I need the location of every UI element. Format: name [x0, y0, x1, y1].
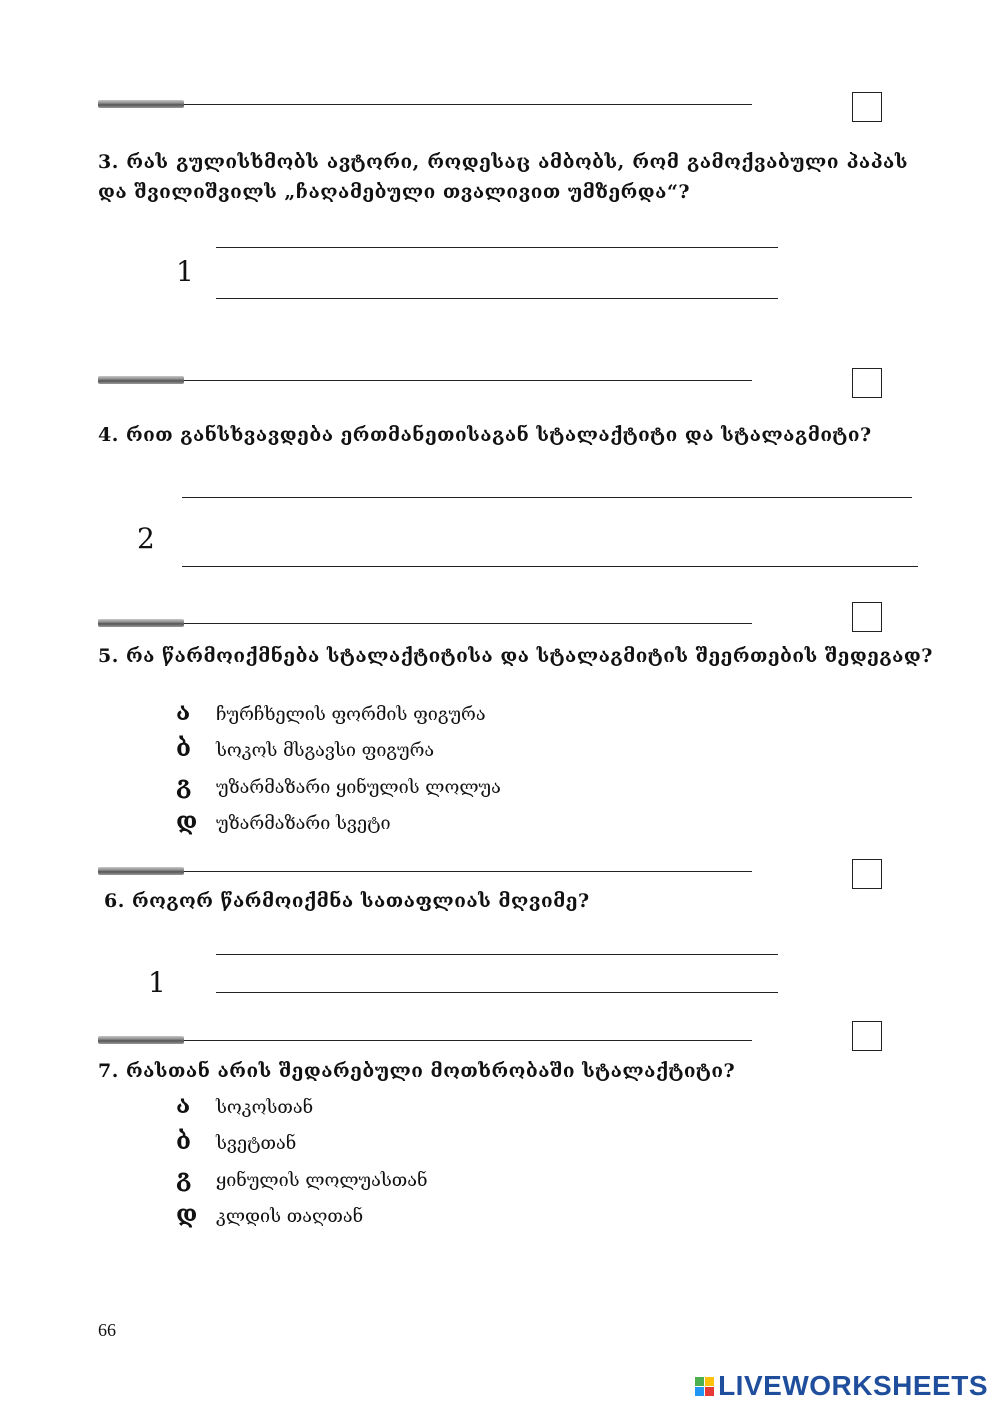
option-d[interactable] [176, 1199, 363, 1228]
divider-line [184, 104, 752, 105]
option-text: უზარმაზარი ყინულის ლოლუა [216, 777, 501, 798]
score-box-q4[interactable] [852, 368, 882, 398]
option-a[interactable] [176, 697, 486, 726]
answer-line[interactable] [216, 954, 778, 955]
pen-divider-icon [98, 1036, 184, 1044]
option-b[interactable] [176, 733, 434, 762]
question-3-text: 3. რას გულისხმობს ავტორი, როდესაც ამბობს, რომ გამოქვაბული პაპას და შვილიშვილს „ჩაღამებული თვალივით უმზერდა“? [98, 151, 908, 203]
option-text: სვეტთან [216, 1133, 297, 1154]
answer-line[interactable] [216, 992, 778, 993]
option-b[interactable] [176, 1126, 296, 1155]
brand-name: LIVEWORKSHEETS [718, 1370, 988, 1401]
points-q6: 1 [148, 966, 166, 999]
option-text: ჩურჩხელის ფორმის ფიგურა [216, 704, 486, 725]
score-box-q6[interactable] [852, 859, 882, 889]
points-q3: 1 [176, 255, 194, 288]
option-letter: გ [176, 770, 192, 799]
divider-line [184, 1040, 752, 1041]
answer-line[interactable] [182, 566, 918, 567]
points-q4: 2 [137, 522, 155, 555]
question-7-text: 7. რასთან არის შედარებული მოთხრობაში სტალაქტიტი? [98, 1060, 736, 1082]
option-text: სოკოს მსგავსი ფიგურა [216, 740, 435, 761]
answer-line[interactable] [216, 298, 778, 299]
question-4-text: 4. რით განსხვავდება ერთმანეთისაგან სტალაქტიტი და სტალაგმიტი? [98, 424, 872, 446]
pen-divider-icon [98, 376, 184, 384]
score-box-q7[interactable] [852, 1021, 882, 1051]
pen-divider-icon [98, 619, 184, 627]
score-box-q5[interactable] [852, 602, 882, 632]
liveworksheets-logo[interactable] [695, 1370, 988, 1402]
answer-line[interactable] [216, 247, 778, 248]
option-a[interactable] [176, 1090, 313, 1119]
pen-divider-icon [98, 867, 184, 875]
page-number: 66 [98, 1320, 116, 1340]
question-6-text: 6. როგორ წარმოიქმნა სათაფლიას მღვიმე? [104, 890, 590, 912]
option-c[interactable] [176, 1163, 428, 1192]
option-letter: ბ [176, 1126, 191, 1155]
option-letter: ბ [176, 733, 191, 762]
divider-line [184, 623, 752, 624]
option-text: უზარმაზარი სვეტი [216, 813, 391, 834]
option-letter: დ [176, 806, 198, 835]
divider-line [184, 871, 752, 872]
answer-line[interactable] [182, 497, 912, 498]
divider-line [184, 380, 752, 381]
option-text: სოკოსთან [216, 1097, 314, 1118]
option-letter: დ [176, 1199, 198, 1228]
question-5-text: 5. რა წარმოიქმნება სტალაქტიტისა და სტალაგმიტის შეერთების შედეგად? [98, 645, 933, 667]
option-d[interactable] [176, 806, 391, 835]
liveworksheets-logo-icon [695, 1377, 714, 1396]
option-letter: ა [176, 697, 191, 726]
pen-divider-icon [98, 100, 184, 108]
option-c[interactable] [176, 770, 501, 799]
score-box-q3[interactable] [852, 92, 882, 122]
option-letter: ა [176, 1090, 191, 1119]
option-text: ყინულის ლოლუასთან [216, 1170, 428, 1191]
option-letter: გ [176, 1163, 192, 1192]
option-text: კლდის თაღთან [216, 1206, 364, 1227]
